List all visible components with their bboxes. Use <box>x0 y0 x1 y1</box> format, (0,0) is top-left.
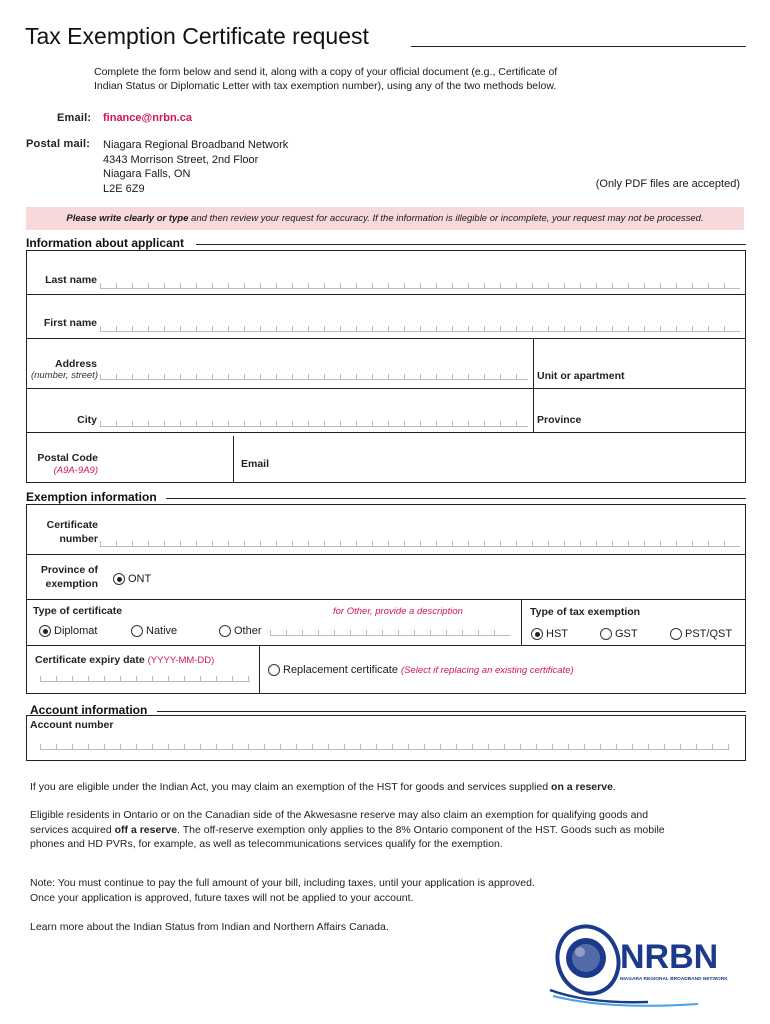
warning-text: and then review your request for accuracy. If the information is illegible or incomplete, your request may not be processed. <box>188 213 704 224</box>
certificate-number-label <box>28 518 98 546</box>
text-line: Once your application is approved, future taxes will not be applied to your account. <box>30 891 414 904</box>
col-divider <box>533 338 534 432</box>
option-label: Replacement certificate <box>283 664 398 676</box>
address-hint: (number, street) <box>30 370 98 381</box>
applicant-email-label: Email <box>241 458 270 470</box>
option-label: Native <box>146 625 178 637</box>
address-input[interactable] <box>100 374 528 380</box>
text-line <box>30 823 750 838</box>
replacement-certificate-option[interactable] <box>268 664 574 676</box>
postal-address <box>103 138 288 196</box>
page-title: Tax Exemption Certificate request <box>25 23 369 49</box>
cert-type-diplomat[interactable] <box>39 625 97 637</box>
address-line: Niagara Regional Broadband Network <box>103 139 289 151</box>
row-divider <box>26 388 746 389</box>
option-label: Other <box>234 625 262 637</box>
cert-type-other[interactable] <box>219 625 262 637</box>
certificate-type-label: Type of certificate <box>33 605 123 617</box>
learn-more-text[interactable]: Learn more about the Indian Status from Indian and Northern Affairs Canada. <box>30 921 389 933</box>
province-exemption-label <box>28 563 98 591</box>
last-name-input[interactable] <box>100 283 740 289</box>
account-box <box>26 715 746 761</box>
text-line: Eligible residents in Ontario or on the Canadian side of the Akwesasne reserve may also claim an exemption for qualifying goods and <box>30 809 649 821</box>
label-line: number <box>59 533 98 545</box>
radio-icon[interactable] <box>600 628 612 640</box>
title-rule <box>411 46 746 47</box>
bold-text: on a reserve <box>551 781 613 793</box>
radio-icon[interactable] <box>131 625 143 637</box>
row-divider <box>26 554 746 555</box>
intro-line: Complete the form below and send it, along with a copy of your official document (e.g., Certificate of <box>94 66 558 78</box>
option-label: ONT <box>128 573 152 585</box>
row-divider <box>26 338 746 339</box>
pdf-note: (Only PDF files are accepted) <box>595 178 740 190</box>
account-section-title: Account information <box>30 703 151 717</box>
last-name-label: Last name <box>45 274 97 286</box>
warning-banner <box>26 207 744 230</box>
email-label: Email: <box>57 112 92 124</box>
label-line: Province of <box>40 564 98 576</box>
radio-selected-icon[interactable] <box>531 628 543 640</box>
other-description-input[interactable] <box>270 630 510 636</box>
postal-mail-label: Postal mail: <box>26 138 91 150</box>
first-name-input[interactable] <box>100 326 740 332</box>
expiry-date-input[interactable] <box>40 676 250 682</box>
address-line: 4343 Morrison Street, 2nd Floor <box>103 153 259 166</box>
address-line: Niagara Falls, ON <box>103 168 191 180</box>
row-divider <box>26 432 746 433</box>
applicant-section-title: Information about applicant <box>26 236 188 250</box>
note-paragraph <box>30 876 750 905</box>
first-name-label: First name <box>43 317 97 329</box>
radio-icon[interactable] <box>219 625 231 637</box>
cert-type-native[interactable] <box>131 625 177 637</box>
radio-icon[interactable] <box>670 628 682 640</box>
account-number-label: Account number <box>30 719 114 731</box>
text: If you are eligible under the Indian Act, you may claim an exemption of the HST for goods and services supplied <box>30 781 552 793</box>
logo-tagline: NIAGARA REGIONAL BROADBAND NETWORK <box>620 977 728 982</box>
text: . <box>612 781 616 793</box>
radio-selected-icon[interactable] <box>39 625 51 637</box>
option-label: GST <box>615 628 638 640</box>
text: . The off-reserve exemption only applies to the 8% Ontario component of the HST. Goods such as mobile <box>177 823 665 836</box>
logo-graphic <box>548 918 728 1010</box>
section-rule <box>196 244 746 245</box>
row-divider <box>26 294 746 295</box>
tax-type-gst[interactable] <box>600 628 638 640</box>
unit-label: Unit or apartment <box>537 370 625 382</box>
row-divider <box>26 645 746 646</box>
expiry-label-text: Certificate expiry date <box>35 654 145 666</box>
radio-selected-icon[interactable] <box>113 573 125 585</box>
col-divider <box>259 645 260 694</box>
logo-wordmark: NRBN <box>620 938 719 976</box>
intro-text <box>94 65 654 93</box>
province-option-ont[interactable] <box>113 573 151 585</box>
option-label: Diplomat <box>54 625 98 637</box>
radio-icon[interactable] <box>268 664 280 676</box>
paragraph-on-reserve <box>30 780 750 795</box>
expiry-date-label <box>35 653 214 668</box>
paragraph-off-reserve <box>30 808 750 852</box>
section-rule <box>157 711 746 712</box>
option-label: PST/QST <box>685 628 733 640</box>
text-line: phones and HD PVRs, for example, as well as telecommunications services qualify for the exemption. <box>30 838 503 850</box>
tax-type-hst[interactable] <box>531 628 568 640</box>
label-line: exemption <box>45 578 98 590</box>
other-description-hint: for Other, provide a description <box>333 606 463 617</box>
city-label: City <box>77 414 97 426</box>
warning-bold: Please write clearly or type <box>66 213 189 224</box>
intro-line: Indian Status or Diplomatic Letter with tax exemption number), using any of the two methods below. <box>94 80 557 92</box>
address-label: Address <box>54 358 97 370</box>
option-label: HST <box>546 628 568 640</box>
replacement-hint: (Select if replacing an existing certificate) <box>401 665 574 676</box>
tax-exemption-type-label: Type of tax exemption <box>530 606 641 618</box>
expiry-format-hint: (YYYY-MM-DD) <box>147 655 215 666</box>
nrbn-logo <box>548 918 728 1010</box>
postal-code-label: Postal Code <box>37 452 98 464</box>
city-input[interactable] <box>100 421 528 427</box>
label-line: Certificate <box>46 519 98 531</box>
postal-code-hint: (A9A-9A9) <box>53 465 98 476</box>
col-divider <box>521 599 522 645</box>
account-number-input[interactable] <box>40 744 730 750</box>
tax-type-pst-qst[interactable] <box>670 628 732 640</box>
address-line: L2E 6Z9 <box>103 182 145 195</box>
certificate-number-input[interactable] <box>100 541 740 547</box>
email-link[interactable]: finance@nrbn.ca <box>103 112 192 124</box>
col-divider <box>233 436 234 483</box>
bold-text: off a reserve <box>114 823 178 836</box>
province-label: Province <box>537 414 582 426</box>
section-rule <box>166 498 746 499</box>
exemption-section-title: Exemption information <box>26 490 161 504</box>
row-divider <box>26 599 746 600</box>
text-line: Note: You must continue to pay the full amount of your bill, including taxes, until your application is approved. <box>30 877 535 889</box>
text: services acquired <box>30 823 115 836</box>
